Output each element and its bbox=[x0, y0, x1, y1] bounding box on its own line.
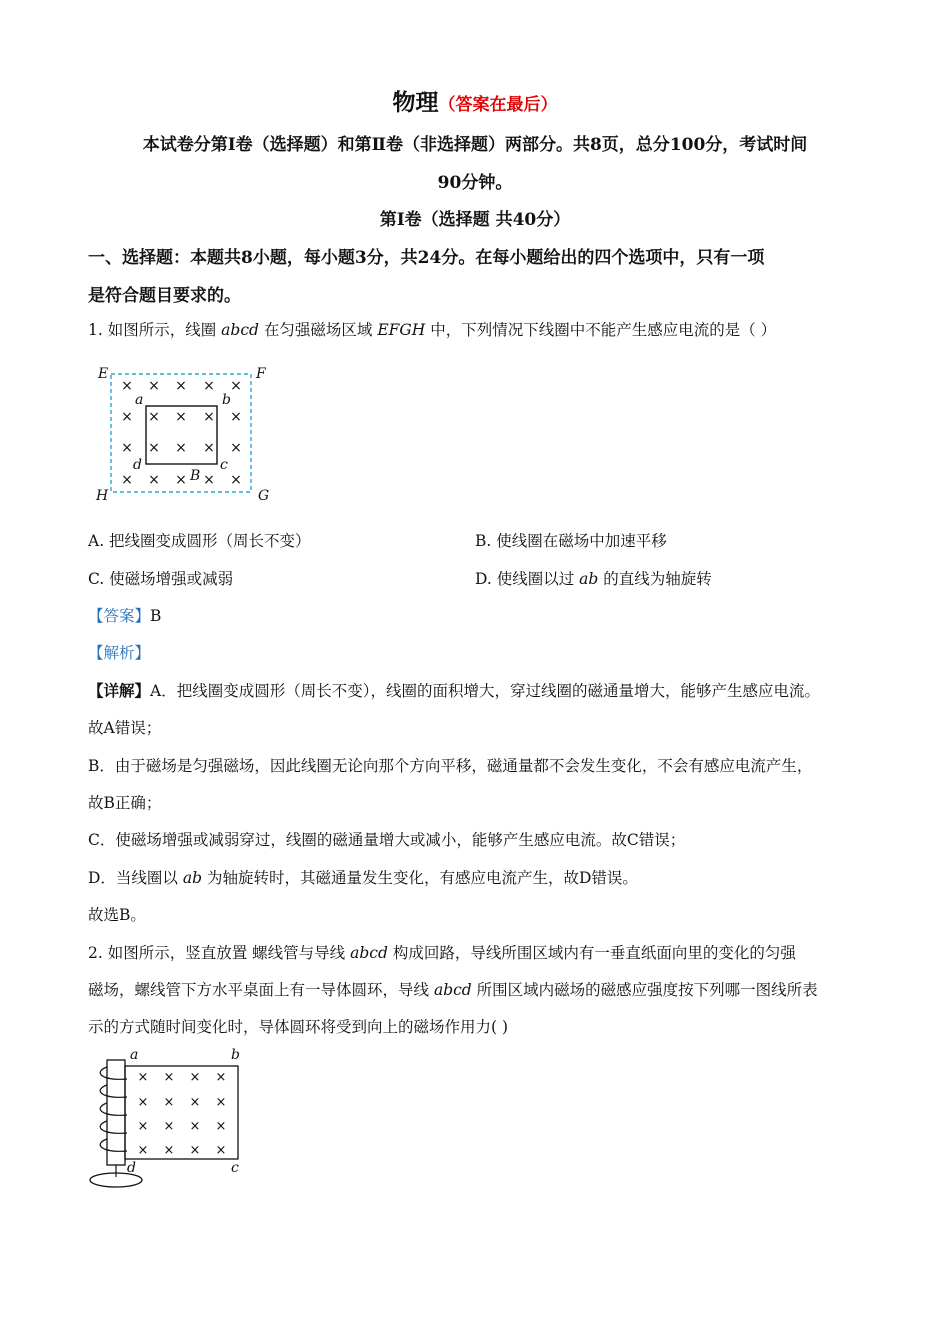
q1-detail-2b: 故B正确； bbox=[88, 794, 162, 812]
label-B: B bbox=[190, 468, 201, 484]
svg-text:×: × bbox=[189, 1095, 201, 1110]
label-G: G bbox=[258, 488, 270, 504]
svg-text:×: × bbox=[230, 440, 242, 456]
svg-text:×: × bbox=[189, 1119, 201, 1134]
svg-text:×: × bbox=[163, 1095, 175, 1110]
q2-line2: 磁场，螺线管下方水平桌面上有一导体圆环，导线 abcd 所围区域内磁场的磁感应强度按下列哪一图线所表 bbox=[88, 981, 818, 999]
svg-text:×: × bbox=[230, 409, 242, 425]
fig2-label-a: a bbox=[130, 1047, 139, 1063]
svg-text:×: × bbox=[163, 1119, 175, 1134]
svg-text:×: × bbox=[121, 472, 133, 488]
svg-text:×: × bbox=[175, 472, 187, 488]
svg-text:×: × bbox=[215, 1143, 227, 1158]
title-note: （答案在最后） bbox=[438, 95, 558, 115]
svg-text:×: × bbox=[137, 1095, 149, 1110]
q1-detail-3: C．使磁场增强或减弱穿过，线圈的磁通量增大或减小，能够产生感应电流。故C错误； bbox=[88, 831, 686, 849]
solenoid bbox=[107, 1060, 125, 1165]
q1-detail-2: B．由于磁场是匀强磁场，因此线圈无论向那个方向平移，磁通量都不会发生变化，不会有感应电流产生， bbox=[88, 757, 813, 775]
label-E: E bbox=[98, 366, 109, 382]
svg-text:×: × bbox=[230, 472, 242, 488]
svg-text:×: × bbox=[215, 1095, 227, 1110]
svg-text:×: × bbox=[189, 1070, 201, 1085]
svg-text:×: × bbox=[215, 1119, 227, 1134]
svg-text:×: × bbox=[148, 409, 160, 425]
q2-line3: 示的方式随时间变化时，导体圆环将受到向上的磁场作用力( ) bbox=[88, 1018, 509, 1036]
svg-text:×: × bbox=[121, 440, 133, 456]
page-title bbox=[0, 84, 950, 117]
intro-line2: 90分钟。 bbox=[437, 173, 513, 193]
svg-text:×: × bbox=[121, 409, 133, 425]
svg-text:×: × bbox=[121, 378, 133, 394]
svg-text:×: × bbox=[203, 440, 215, 456]
svg-text:×: × bbox=[148, 440, 160, 456]
fig2-label-d: d bbox=[127, 1160, 136, 1176]
q1-figure bbox=[90, 362, 280, 507]
q1-conclusion: 故选B。 bbox=[88, 906, 146, 924]
label-c: c bbox=[220, 457, 228, 473]
label-b: b bbox=[222, 392, 231, 408]
svg-text:×: × bbox=[230, 378, 242, 394]
svg-text:×: × bbox=[203, 409, 215, 425]
fig2-label-c: c bbox=[231, 1160, 239, 1176]
q1-answer bbox=[88, 604, 161, 626]
q1-option-c: C. 使磁场增强或减弱 bbox=[88, 570, 234, 588]
svg-text:×: × bbox=[137, 1070, 149, 1085]
q1-analysis-tag: 【解析】 bbox=[88, 644, 151, 662]
svg-text:×: × bbox=[175, 440, 187, 456]
svg-text:×: × bbox=[175, 378, 187, 394]
svg-text:×: × bbox=[189, 1143, 201, 1158]
q1-detail-4: D．当线圈以 ab 为轴旋转时，其磁通量发生变化，有感应电流产生，故D错误。 bbox=[88, 869, 638, 887]
q1-option-b: B. 使线圈在磁场中加速平移 bbox=[475, 532, 667, 550]
svg-text:×: × bbox=[137, 1143, 149, 1158]
svg-text:×: × bbox=[203, 472, 215, 488]
intro-line1: 本试卷分第Ⅰ卷（选择题）和第Ⅱ卷（非选择题）两部分。共8页，总分100分，考试时间 bbox=[142, 135, 808, 155]
solenoid-coils bbox=[100, 1067, 127, 1151]
svg-text:×: × bbox=[163, 1070, 175, 1085]
answer-tag: 【答案】 bbox=[88, 607, 151, 625]
label-F: F bbox=[256, 366, 266, 382]
q1-detail-1: 【详解】A．把线圈变成圆形（周长不变），线圈的面积增大，穿过线圈的磁通量增大，能够产生感应电流。 bbox=[88, 681, 820, 700]
q2-line1: 2. 如图所示，竖直放置 螺线管与导线 abcd 构成回路，导线所围区域内有一垂直纸面向里的变化的匀强 bbox=[88, 944, 796, 962]
label-d: d bbox=[133, 457, 142, 473]
label-H: H bbox=[96, 488, 109, 504]
section-title: 第Ⅰ卷（选择题 共40分） bbox=[379, 210, 571, 230]
q1-detail-1b: 故A错误； bbox=[88, 719, 162, 737]
svg-text:×: × bbox=[203, 378, 215, 394]
part1-line2: 是符合题目要求的。 bbox=[88, 286, 241, 306]
q1-option-d: D. 使线圈以过 ab 的直线为轴旋转 bbox=[475, 570, 712, 588]
svg-text:×: × bbox=[175, 409, 187, 425]
label-a: a bbox=[135, 392, 144, 408]
q1-stem: 1. 如图所示，线圈 abcd 在匀强磁场区域 EFGH 中，下列情况下线圈中不能产生感应电流的是（ ） bbox=[88, 321, 777, 339]
svg-text:×: × bbox=[148, 472, 160, 488]
svg-text:×: × bbox=[137, 1119, 149, 1134]
svg-text:×: × bbox=[148, 378, 160, 394]
svg-text:×: × bbox=[163, 1143, 175, 1158]
q2-figure bbox=[85, 1045, 255, 1193]
title-text: 物理 bbox=[392, 89, 439, 116]
field-crosses-2 bbox=[138, 1070, 227, 1158]
q1-option-a: A. 把线圈变成圆形（周长不变） bbox=[88, 532, 311, 550]
answer-value: B bbox=[150, 607, 162, 625]
part1-line1: 一、选择题：本题共8小题，每小题3分，共24分。在每小题给出的四个选项中，只有一项 bbox=[88, 248, 765, 268]
fig2-label-b: b bbox=[231, 1047, 240, 1063]
svg-text:×: × bbox=[215, 1070, 227, 1085]
